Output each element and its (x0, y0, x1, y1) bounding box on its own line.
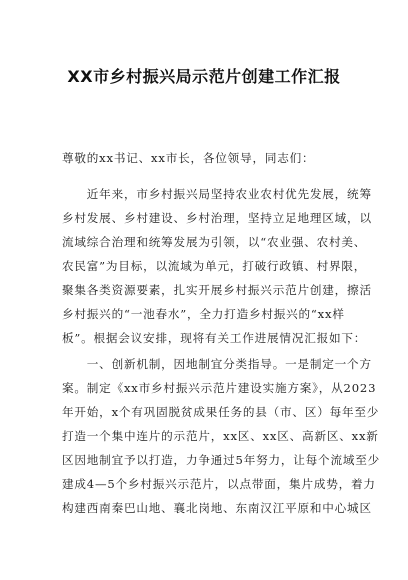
paragraph-line: 近年来，市乡村振兴局坚持农业农村优先发展，统筹 (62, 187, 372, 201)
paragraph-intro (62, 182, 372, 350)
paragraph-line: 年开始，x个有巩固脱贫成果任务的县（市、区）每年至少 (62, 405, 380, 419)
paragraph-line: 案。制定《xx市乡村振兴示范片建设实施方案》，从2023 (62, 381, 377, 395)
salutation (62, 146, 352, 170)
paragraph-line: 乡村振兴的“一池春水”，全力打造乡村振兴的“xx样 (62, 307, 345, 321)
paragraph-line: 打造一个集中连片的示范片，xx区、xx区、高新区、xx新 (62, 429, 379, 443)
paragraph-line: 一、创新机制，因地制宜分类指导。一是制定一个方 (62, 357, 372, 371)
paragraph-line: 流域综合治理和统筹发展为引领，以“农业强、农村美、 (62, 235, 367, 249)
paragraph-line: 聚集各类资源要素，扎实开展乡村振兴示范片创建，擦活 (62, 283, 372, 297)
paragraph-line: 农民富”为目标，以流域为单元，打破行政镇、村界限， (62, 259, 367, 273)
paragraph-line: 板”。根据会议安排，现将有关工作进展情况汇报如下： (62, 331, 367, 345)
salutation-line: 尊敬的xx书记、xx市长，各位领导，同志们： (62, 151, 315, 165)
paragraph-line: 建成4—5个乡村振兴示范片，以点带面，集片成势，着力 (62, 477, 376, 491)
paragraph-line: 构建西南秦巴山地、襄北岗地、东南汉江平原和中心城区 (62, 501, 372, 515)
paragraph-line: 乡村发展、乡村建设、乡村治理，坚持立足地理区域，以 (62, 211, 372, 225)
document-title: XX市乡村振兴局示范片创建工作汇报 (67, 67, 341, 86)
paragraph-line: 区因地制宜予以打造，力争通过5年努力，让每个流域至少 (62, 453, 381, 467)
paragraph-section-one (62, 352, 381, 520)
